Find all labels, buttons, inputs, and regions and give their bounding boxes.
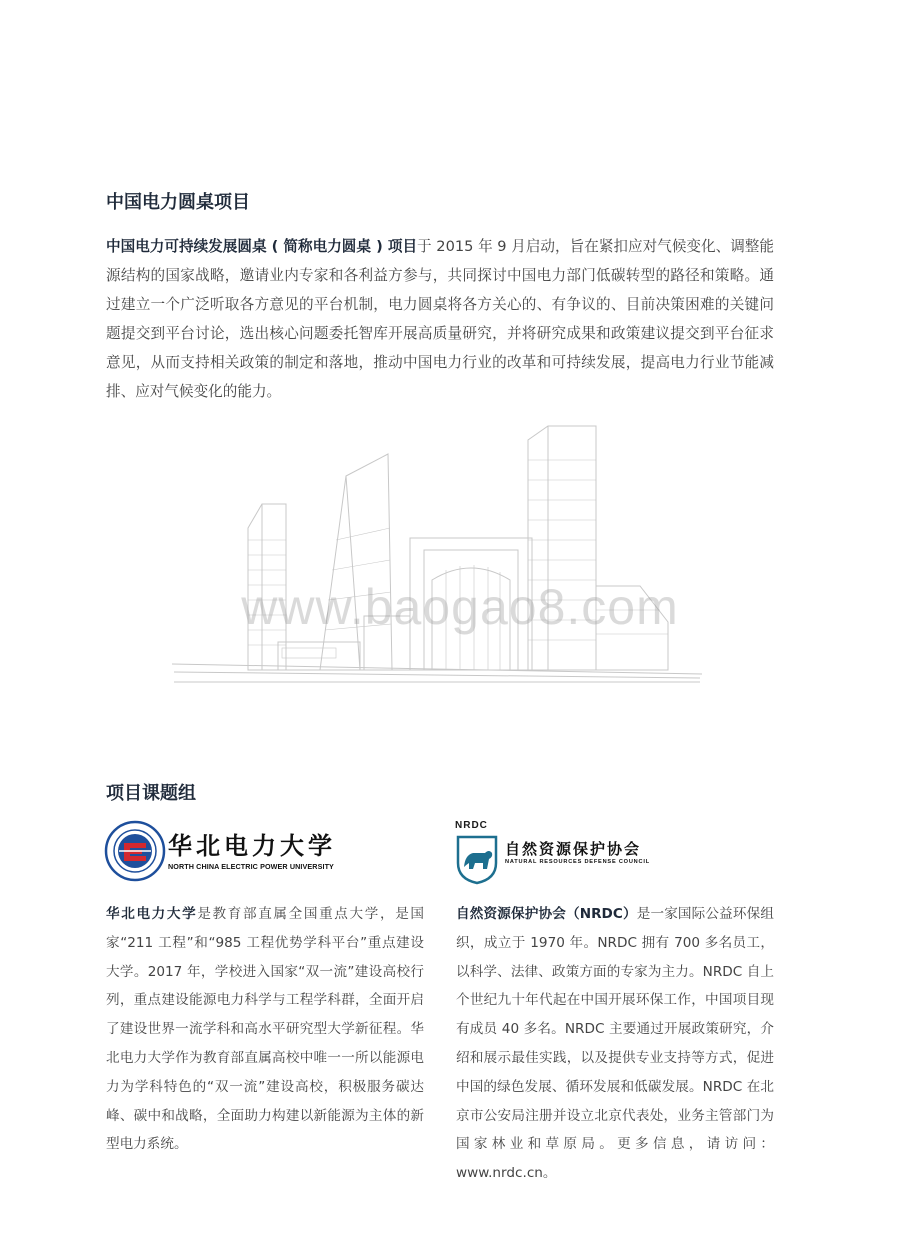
polar-bear-shield-icon: [455, 833, 499, 885]
ncepu-logo: [104, 820, 344, 882]
nrdc-name-bold: 自然资源保护协会（NRDC）: [456, 906, 637, 922]
intro-body: 于 2015 年 9 月启动，旨在紧扣应对气候变化、调整能源结构的国家战略，邀请业内专家和各利益方参与，共同探讨中国电力部门低碳转型的路径和策略。通过建立一个广泛听取各方意见的平台机制，电力圆桌将各方关心的、有争议的、目前决策困难的关键问题提交到平台讨论，选出核心问题委托智库开展高质量研究，并将研究成果和政策建议提交到平台征求意见，从而支持相关政策的制定和落地，推动中国电力行业的改革和可持续发展，提高电力行业节能减排、应对气候变化的能力。: [106, 238, 774, 400]
nrdc-logo-cn: 自然资源保护协会: [505, 840, 642, 858]
city-skyline-illustration: [170, 420, 710, 690]
ncepu-description: [106, 900, 424, 1159]
intro-paragraph: [106, 232, 774, 406]
watermark: www.baogao8.com: [241, 579, 679, 635]
ncepu-logo-en: NORTH CHINA ELECTRIC POWER UNIVERSITY: [168, 862, 334, 871]
nrdc-description: [456, 900, 774, 1188]
ncepu-name-bold: 华北电力大学: [106, 906, 198, 922]
section-title: 项目课题组: [106, 783, 196, 804]
page-title: 中国电力圆桌项目: [106, 192, 250, 213]
ncepu-body: 是教育部直属全国重点大学，是国家“211 工程”和“985 工程优势学科平台”重点建设大学。2017 年，学校进入国家“双一流”建设高校行列，重点建设能源电力科学与工程学科群，全面开启了建设世界一流学科和高水平研究型大学新征程。华北电力大学作为教育部直属高校中唯一一所以能源电力为学科特色的“双一流”建设高校，积极服务碳达峰、碳中和战略，全面助力构建以新能源为主体的新型电力系统。: [106, 906, 425, 1153]
ncepu-emblem-icon: [104, 820, 166, 882]
nrdc-body: 是一家国际公益环保组织，成立于 1970 年。NRDC 拥有 700 多名员工，以科学、法律、政策方面的专家为主力。NRDC 自上个世纪九十年代起在中国开展环保工作，中国项目现有成员 40 多名。NRDC 主要通过开展政策研究，介绍和展示最佳实践，以及提供专业支持等方式，促进中国的绿色发展、循环发展和低碳发展。NRDC 在北京市公安局注册并设立北京代表处，业务主管部门为国家林业和草原局。更多信息，请访问：www.nrdc.cn。: [456, 906, 774, 1182]
ncepu-logo-cn: 华北电力大学: [168, 831, 336, 860]
nrdc-logo: [455, 820, 695, 884]
intro-lead-bold: 中国电力可持续发展圆桌 ( 简称电力圆桌 ) 项目: [106, 238, 418, 255]
nrdc-logo-abbr: NRDC: [455, 820, 488, 831]
nrdc-logo-en: NATURAL RESOURCES DEFENSE COUNCIL: [505, 859, 650, 865]
